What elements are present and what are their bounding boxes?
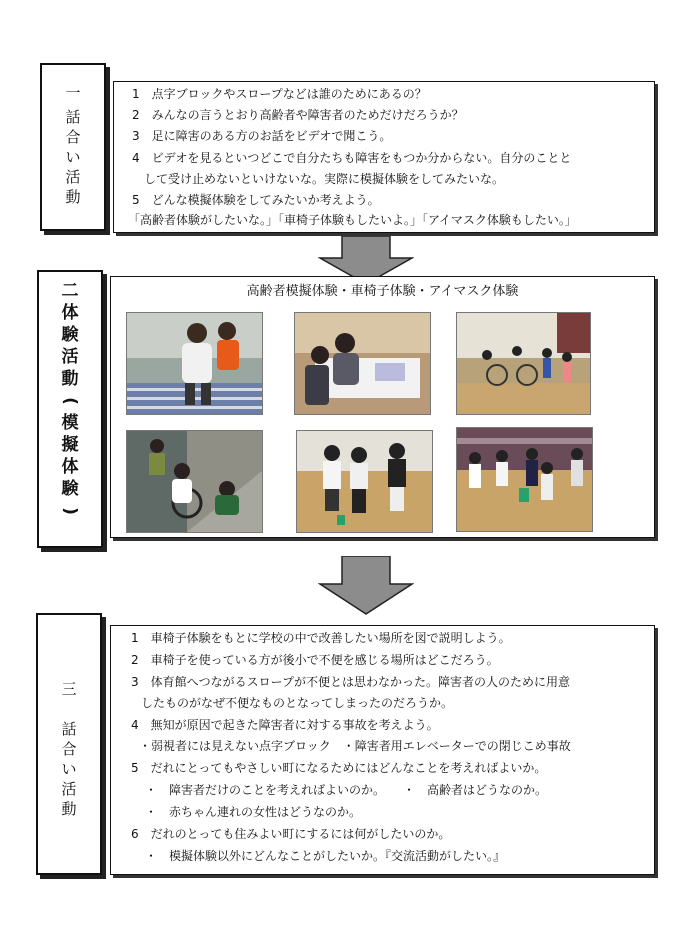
section1-label-char: 合: [65, 128, 81, 146]
section3-label-char: い: [61, 760, 77, 778]
section3-label-char: 活: [61, 780, 77, 798]
photo-wheelchair-slope: [126, 430, 263, 533]
section2-label: [37, 270, 103, 548]
section1-line: して受け止めないといけないな。実際に模擬体験をしてみたいな。: [144, 172, 505, 186]
section3-label-char: 動: [61, 800, 77, 818]
section1-label-char: い: [65, 148, 81, 166]
photo-wheelchair-gym: [456, 312, 591, 415]
section3-label-char: 合: [61, 740, 77, 758]
section2-label-char: 験: [61, 479, 79, 499]
section3-label-char: 三: [61, 680, 77, 698]
section1-label-char: 活: [65, 168, 81, 186]
section1-label-char: 動: [65, 188, 81, 206]
photo-bed-simulation: [294, 312, 431, 415]
section3-line: ・ 模擬体験以外にどんなことがしたいか。『交流活動がしたい。』: [145, 849, 506, 863]
section3-line: 6 だれのとっても住みよい町にするには何がしたいのか。: [131, 827, 451, 841]
section1-line: 2 みんなの言うとおり高齢者や障害者のためだけだろうか？: [132, 108, 464, 122]
section1-label: [40, 63, 106, 231]
photo-eyemask-stage: [456, 427, 593, 532]
photo-elderly-simulation: [126, 312, 263, 415]
section2-label-char: 二: [61, 281, 79, 301]
section2-label-char: 活: [61, 347, 79, 367]
section2-label-char: (: [60, 397, 80, 405]
section3-line: 4 無知が原因で起きた障害者に対する事故を考えよう。: [131, 718, 439, 732]
section1-line: 5 どんな模擬体験をしてみたいか考えよう。: [132, 193, 380, 207]
section2-label-char: 擬: [61, 435, 79, 455]
section2-label-char: 体: [61, 303, 79, 323]
section3-panel: [110, 625, 655, 875]
section2-label-char: 動: [61, 369, 79, 389]
section2-label-char: 験: [61, 325, 79, 345]
section2-label-char: 体: [61, 457, 79, 477]
section1-line: 1 点字ブロックやスロープなどは誰のためにあるの？: [132, 87, 427, 101]
down-arrow-icon: [318, 556, 414, 616]
section3-line: 1 車椅子体験をもとに学校の中で改善したい場所を図で説明しよう。: [131, 631, 511, 645]
section3-line: 3 体育館へつながるスロープが不便とは思わなかった。障害者の人のために用意: [131, 675, 571, 689]
section3-line: 2 車椅子を使っている方が後小で不便を感じる場所はどこだろう。: [131, 653, 499, 667]
section3-label: [36, 613, 102, 875]
photo-caption: 高齢者模擬体験・車椅子体験・アイマスク体験: [246, 284, 519, 299]
section3-line: したものがなぜ不便なものとなってしまったのだろうか。: [141, 696, 454, 710]
section2-panel: [110, 276, 655, 538]
section2-label-char: ): [60, 507, 80, 515]
section1-line: 4 ビデオを見るといつどこで自分たちも障害をもつか分からない。自分のことと: [132, 151, 572, 165]
section1-line: 「高齢者体験がしたいな。」「車椅子体験もしたいよ。」「アイマスク体験もしたい。」: [128, 213, 577, 227]
section3-line: ・弱視者には見えない点字ブロック ・障害者用エレベーターでの閉じこめ事故: [139, 739, 571, 753]
section1-label-char: 一: [65, 84, 81, 102]
section3-line: ・ 障害者だけのことを考えればよいのか。 ・ 高齢者はどうなのか。: [145, 783, 548, 797]
section3-label-char: 話: [61, 720, 77, 738]
section3-line: ・ 赤ちゃん連れの女性はどうなのか。: [145, 805, 362, 819]
section1-label-char: 話: [65, 108, 81, 126]
section1-line: 3 足に障害のある方のお話をビデオで聞こう。: [132, 129, 392, 143]
section1-panel: [113, 81, 655, 233]
section3-line: 5 だれにとってもやさしい町になるためにはどんなことを考えればよいか。: [131, 761, 547, 775]
photo-eyemask-gym: [296, 430, 433, 533]
section2-label-char: 模: [61, 413, 79, 433]
